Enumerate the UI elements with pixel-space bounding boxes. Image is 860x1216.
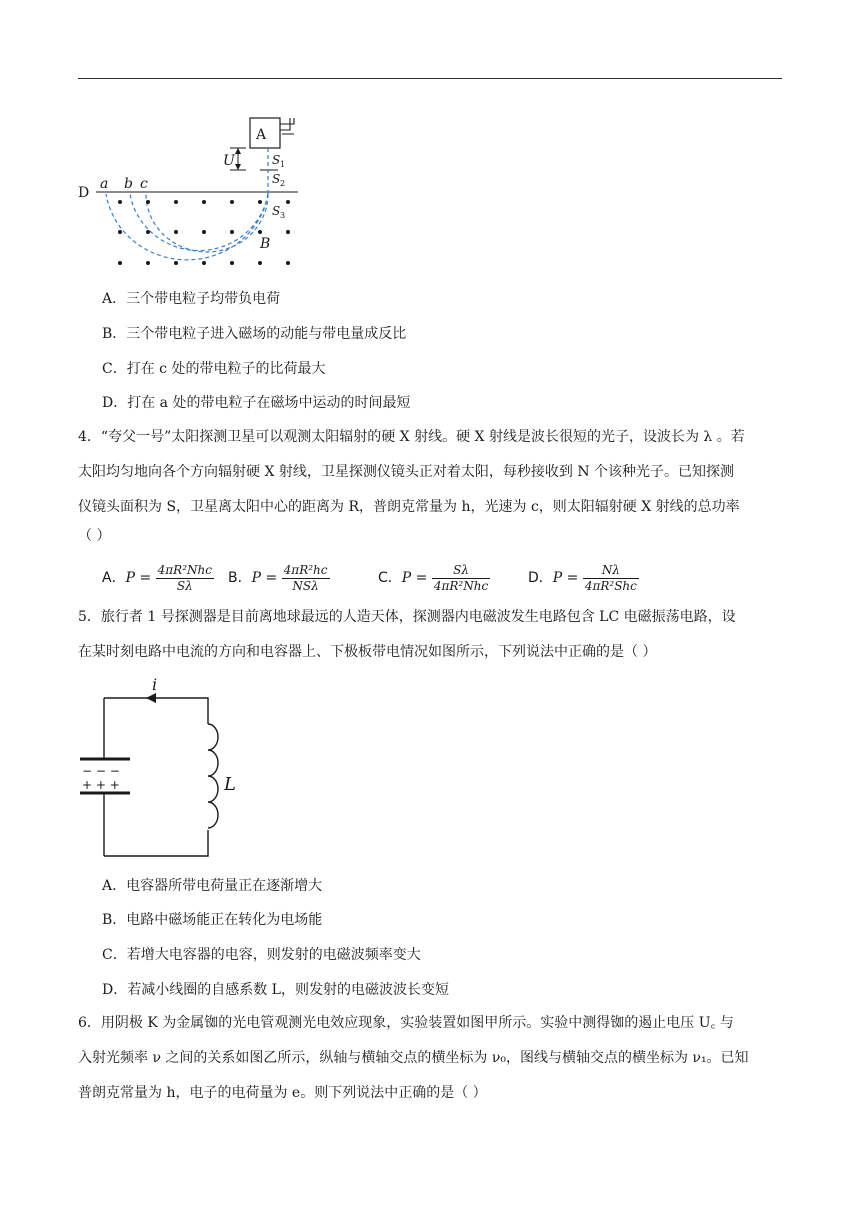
label-i: i <box>152 675 158 694</box>
label-a: a <box>100 176 109 192</box>
q4-option-a: A．P = $\frac{\text{4πR²Nhc}}{S\lambda}$ <box>102 562 212 593</box>
q4-line-1: 4．“夸父一号”太阳探测卫星可以观测太阳辐射的硬 X 射线。硬 X 射线是波长很短的光子，设波长为 λ 。若 <box>78 429 745 445</box>
q4-line-3: 仪镜头面积为 S，卫星离太阳中心的距离为 R，普朗克常量为 h，光速为 c，则太阳辐射硬 X 射线的总功率 <box>78 499 740 515</box>
q6-line-1: 6．用阴极 K 为金属铷的光电管观测光电效应现象，实验装置如图甲所示。实验中测得铷的遏止电压 U꜀ 与 <box>78 1015 734 1031</box>
label-S2: S <box>272 172 281 186</box>
q4-line-4: （ ） <box>78 528 111 544</box>
label-S1: S <box>272 153 281 167</box>
q6-line-3: 普朗克常量为 h，电子的电荷量为 e。则下列说法中正确的是（ ） <box>78 1085 487 1101</box>
q4-option-d: D．P = $\frac{N\lambda}{\text{4πR²Shc}}$ <box>528 562 637 593</box>
label-D: D <box>78 185 90 201</box>
inductor-coil <box>208 724 218 828</box>
label-U: U <box>223 153 235 169</box>
label-L: L <box>224 774 236 795</box>
header-rule <box>78 78 782 79</box>
q5-option-d: D．若减小线圈的自感系数 L，则发射的电磁波波长变短 <box>102 982 449 998</box>
q4-line-2: 太阳均匀地向各个方向辐射硬 X 射线，卫星探测仪镜头正对着太阳，每秒接收到 N 个该种光子。已知探测 <box>78 464 735 480</box>
q5-option-b: B．电路中磁场能正在转化为电场能 <box>102 912 323 928</box>
q3-option-a: A．三个带电粒子均带负电荷 <box>102 291 281 307</box>
magnetic-field-figure <box>78 112 318 277</box>
label-S1-sub: 1 <box>280 160 286 169</box>
q5-line-2: 在某时刻电路中电流的方向和电容器上、下极板带电情况如图所示，下列说法中正确的是（ ） <box>78 644 657 660</box>
q5-option-a: A．电容器所带电荷量正在逐渐增大 <box>102 878 323 894</box>
label-S2-sub: 2 <box>280 179 286 188</box>
current-arrow-icon <box>146 693 156 703</box>
label-S3-sub: 3 <box>280 211 286 220</box>
label-B: B <box>260 236 271 252</box>
capacitor-minus: − − − <box>82 764 120 778</box>
q6-line-2: 入射光频率 ν 之间的关系如图乙所示，纵轴与横轴交点的横坐标为 ν₀，图线与横轴交点的横坐标为 ν₁。已知 <box>78 1050 749 1066</box>
q4-option-c: C．P = $\frac{S\lambda}{\text{4πR²Nhc}}$ <box>378 562 489 593</box>
capacitor-plus: + + + <box>82 778 120 792</box>
q5-option-c: C．若增大电容器的电容，则发射的电磁波频率变大 <box>102 947 421 963</box>
q3-option-b: B．三个带电粒子进入磁场的动能与带电量成反比 <box>102 326 407 342</box>
lc-circuit-figure <box>70 672 250 862</box>
arc-b <box>130 194 271 252</box>
arc-c <box>146 194 271 252</box>
q5-line-1: 5．旅行者 1 号探测器是目前离地球最远的人造天体，探测器内电磁波发生电路包含 LC 电磁振荡电路，设 <box>78 609 736 625</box>
q3-option-c: C．打在 c 处的带电粒子的比荷最大 <box>102 361 326 377</box>
label-c: c <box>140 176 148 192</box>
label-b: b <box>124 176 133 192</box>
label-S3: S <box>272 204 281 218</box>
q4-option-b: B．P = $\frac{\text{4πR²hc}}{\text{NSλ}}$ <box>228 562 328 593</box>
label-A: A <box>256 127 267 143</box>
q3-option-d: D．打在 a 处的带电粒子在磁场中运动的时间最短 <box>102 395 411 411</box>
